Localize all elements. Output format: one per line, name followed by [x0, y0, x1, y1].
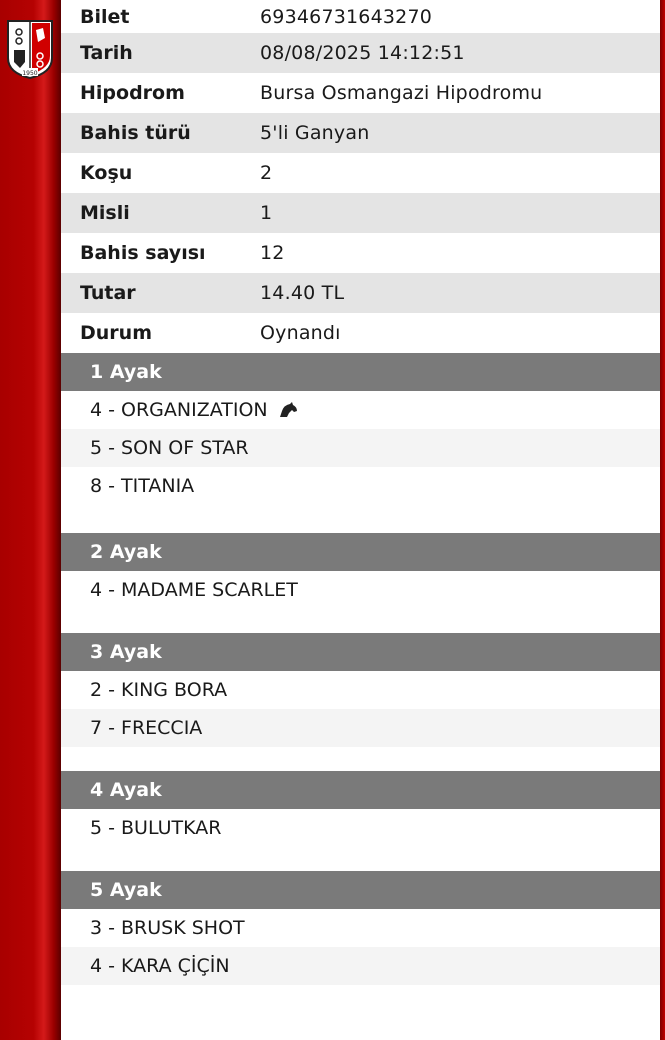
- leg-spacer: [61, 609, 660, 633]
- info-value: 1: [260, 202, 273, 224]
- legs-list: [61, 353, 660, 1009]
- leg-spacer: [61, 505, 660, 533]
- horse-row[interactable]: [61, 809, 660, 847]
- info-value: 5'li Ganyan: [260, 122, 370, 144]
- info-row: [61, 0, 660, 33]
- info-label: Koşu: [80, 162, 133, 184]
- horse-name: 4 - MADAME SCARLET: [90, 579, 298, 601]
- horse-row[interactable]: [61, 671, 660, 709]
- info-label: Tutar: [80, 282, 136, 304]
- horse-row[interactable]: [61, 909, 660, 947]
- ticket-detail: [61, 0, 660, 1009]
- horse-row[interactable]: [61, 947, 660, 985]
- svg-text:1950: 1950: [22, 70, 38, 77]
- info-label: Durum: [80, 322, 152, 344]
- horse-head-icon: [278, 402, 298, 418]
- info-label: Tarih: [80, 42, 133, 64]
- club-crest-icon[interactable]: [5, 18, 55, 80]
- horse-name: 2 - KING BORA: [90, 679, 228, 701]
- horse-name: 4 - KARA ÇİÇİN: [90, 955, 230, 977]
- info-value: 12: [260, 242, 285, 264]
- info-row: [61, 273, 660, 313]
- leg-header: 2 Ayak: [61, 533, 660, 571]
- leg-header: 4 Ayak: [61, 771, 660, 809]
- ticket-info-table: [61, 0, 660, 353]
- horse-row[interactable]: [61, 391, 660, 429]
- info-row: [61, 193, 660, 233]
- info-value: 08/08/2025 14:12:51: [260, 42, 465, 64]
- info-label: Bahis türü: [80, 122, 191, 144]
- leg-spacer: [61, 985, 660, 1009]
- info-value: 2: [260, 162, 273, 184]
- sidebar: [0, 0, 61, 1040]
- info-row: [61, 113, 660, 153]
- info-value: 69346731643270: [260, 5, 433, 28]
- horse-name: 5 - SON OF STAR: [90, 437, 249, 459]
- info-label: Bilet: [80, 5, 130, 28]
- horse-name: 7 - FRECCIA: [90, 717, 203, 739]
- leg-spacer: [61, 747, 660, 771]
- leg-header: 3 Ayak: [61, 633, 660, 671]
- info-row: [61, 313, 660, 353]
- info-label: Misli: [80, 202, 130, 224]
- horse-row[interactable]: [61, 709, 660, 747]
- horse-row[interactable]: [61, 429, 660, 467]
- info-label: Bahis sayısı: [80, 242, 206, 264]
- horse-name: 5 - BULUTKAR: [90, 817, 222, 839]
- horse-row[interactable]: [61, 571, 660, 609]
- info-row: [61, 153, 660, 193]
- leg-spacer: [61, 847, 660, 871]
- info-row: [61, 73, 660, 113]
- horse-name: 3 - BRUSK SHOT: [90, 917, 245, 939]
- info-label: Hipodrom: [80, 82, 185, 104]
- info-value: Oynandı: [260, 322, 341, 344]
- leg-header: 1 Ayak: [61, 353, 660, 391]
- info-value: Bursa Osmangazi Hipodromu: [260, 82, 543, 104]
- horse-row[interactable]: [61, 467, 660, 505]
- horse-name: 8 - TITANIA: [90, 475, 195, 497]
- horse-name: 4 - ORGANIZATION: [90, 399, 268, 421]
- info-row: [61, 33, 660, 73]
- info-value: 14.40 TL: [260, 282, 345, 304]
- info-row: [61, 233, 660, 273]
- leg-header: 5 Ayak: [61, 871, 660, 909]
- right-edge-bar: [660, 0, 665, 1040]
